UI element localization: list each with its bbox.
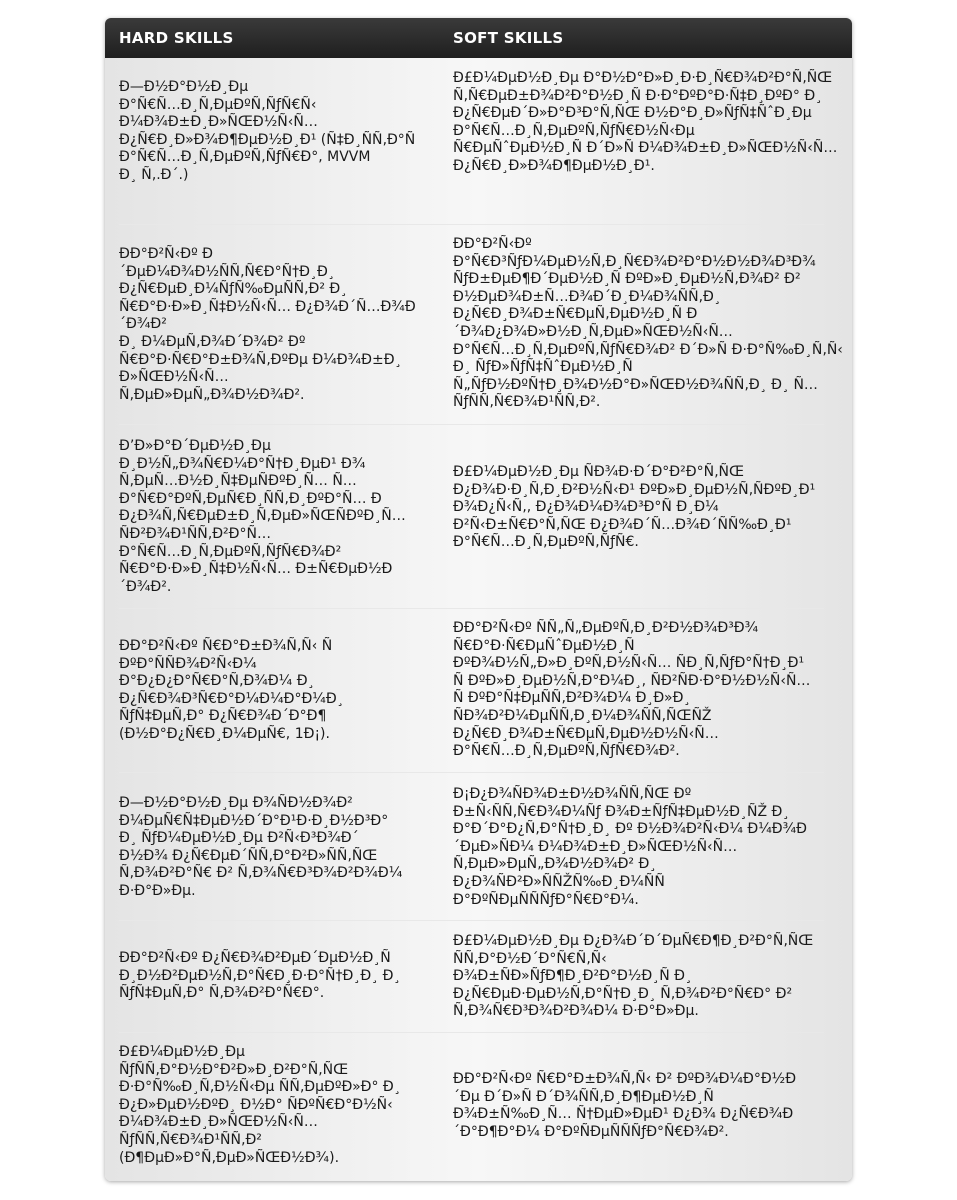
row-divider xyxy=(119,424,824,425)
soft-skill-cell: ÐÐ°Ð²Ñ‹Ðº Ð°Ñ€Ð³ÑƒÐ¼ÐµÐ½Ñ‚Ð¸Ñ€Ð¾Ð²Ð°Ð½Ð½Ð¾Ð³Ð¾ ÑƒÐ±ÐµÐ¶Ð´ÐµÐ½Ð¸Ñ ÐºÐ»Ð¸ÐµÐ½Ñ‚Ð¾Ð² Ð² Ð½ÐµÐ¾Ð±Ñ…Ð¾Ð´Ð¸Ð¼Ð¾ÑÑ‚Ð¸ Ð¿Ñ€Ð¸Ð¾Ð±Ñ€ÐµÑ‚ÐµÐ½Ð¸Ñ Ð ´Ð¾Ð¿Ð¾Ð»Ð½Ð¸Ñ‚ÐµÐ»ÑŒÐ½Ñ‹Ñ… Ð°Ñ€Ñ…Ð¸Ñ‚ÐµÐºÑ‚ÑƒÑ€Ð¾Ð² Ð´Ð»Ñ Ð·Ð°Ñ‰Ð¸Ñ‚Ñ‹ Ð¸ ÑƒÐ»ÑƒÑ‡ÑˆÐµÐ½Ð¸Ñ Ñ„ÑƒÐ½ÐºÑ†Ð¸Ð¾Ð½Ð°Ð»ÑŒÐ½Ð¾ÑÑ‚Ð¸ Ð¸ Ñ… ÑƒÑÑ‚Ñ€Ð¾Ð¹ÑÑ‚Ð². xyxy=(453,236,843,411)
table-header xyxy=(105,18,852,58)
row-divider xyxy=(119,920,824,921)
soft-skill-cell: Ð£Ð¼ÐµÐ½Ð¸Ðµ Ð°Ð½Ð°Ð»Ð¸Ð·Ð¸Ñ€Ð¾Ð²Ð°Ñ‚ÑŒ Ñ‚Ñ€ÐµÐ±Ð¾Ð²Ð°Ð½Ð¸Ñ Ð·Ð°ÐºÐ°Ð·Ñ‡Ð¸ÐºÐ° Ð¸ Ð¿Ñ€ÐµÐ´Ð»Ð°Ð³Ð°Ñ‚ÑŒ Ð½Ð°Ð¸Ð»ÑƒÑ‡ÑˆÐ¸Ðµ Ð°Ñ€Ñ…Ð¸Ñ‚ÐµÐºÑ‚ÑƒÑ€Ð½Ñ‹Ðµ Ñ€ÐµÑˆÐµÐ½Ð¸Ñ Ð´Ð»Ñ Ð¼Ð¾Ð±Ð¸Ð»ÑŒÐ½Ñ‹Ñ… Ð¿Ñ€Ð¸Ð»Ð¾Ð¶ÐµÐ½Ð¸Ð¹. xyxy=(453,70,838,174)
soft-skill-cell: ÐÐ°Ð²Ñ‹Ðº Ñ€Ð°Ð±Ð¾Ñ‚Ñ‹ Ð² ÐºÐ¾Ð¼Ð°Ð½Ð ´Ðµ Ð´Ð»Ñ Ð´Ð¾ÑÑ‚Ð¸Ð¶ÐµÐ½Ð¸Ñ Ð¾Ð±Ñ‰Ð¸Ñ… Ñ†ÐµÐ»ÐµÐ¹ Ð¿Ð¾ Ð¿Ñ€Ð¾Ð ´Ð°Ð¶Ð°Ð¼ Ð°ÐºÑÐµÑÑÑƒÐ°Ñ€Ð¾Ð². xyxy=(453,1071,797,1140)
column-header-soft-skills: SOFT SKILLS xyxy=(453,29,564,47)
soft-skill-cell: Ð¡Ð¿Ð¾ÑÐ¾Ð±Ð½Ð¾ÑÑ‚ÑŒ Ðº Ð±Ñ‹ÑÑ‚Ñ€Ð¾Ð¼Ñƒ Ð¾Ð±ÑƒÑ‡ÐµÐ½Ð¸ÑŽ Ð¸ Ð°Ð´Ð°Ð¿Ñ‚Ð°Ñ†Ð¸Ð¸ Ðº Ð½Ð¾Ð²Ñ‹Ð¼ Ð¼Ð¾Ð ´ÐµÐ»ÑÐ¼ Ð¼Ð¾Ð±Ð¸Ð»ÑŒÐ½Ñ‹Ñ… Ñ‚ÐµÐ»ÐµÑ„Ð¾Ð½Ð¾Ð² Ð¸ Ð¿Ð¾ÑÐ²Ð»ÑÑŽÑ‰Ð¸Ð¼ÑÑ Ð°ÐºÑÐµÑÑÑƒÐ°Ñ€Ð°Ð¼. xyxy=(453,786,808,908)
skills-table xyxy=(105,18,852,1181)
hard-skill-cell: ÐÐ°Ð²Ñ‹Ðº Ð¿Ñ€Ð¾Ð²ÐµÐ´ÐµÐ½Ð¸Ñ Ð¸Ð½Ð²ÐµÐ½Ñ‚Ð°Ñ€Ð¸Ð·Ð°Ñ†Ð¸Ð¸ Ð¸ ÑƒÑ‡ÐµÑ‚Ð° Ñ‚Ð¾Ð²Ð°Ñ€Ð°. xyxy=(119,950,401,1002)
soft-skill-cell: Ð£Ð¼ÐµÐ½Ð¸Ðµ ÑÐ¾Ð·Ð´Ð°Ð²Ð°Ñ‚ÑŒ Ð¿Ð¾Ð·Ð¸Ñ‚Ð¸Ð²Ð½Ñ‹Ð¹ ÐºÐ»Ð¸ÐµÐ½Ñ‚ÑÐºÐ¸Ð¹ Ð¾Ð¿Ñ‹Ñ‚, Ð¿Ð¾Ð¼Ð¾Ð³Ð°Ñ Ð¸Ð¼ Ð²Ñ‹Ð±Ñ€Ð°Ñ‚ÑŒ Ð¿Ð¾Ð´Ñ…Ð¾Ð´ÑÑ‰Ð¸Ð¹ Ð°Ñ€Ñ…Ð¸Ñ‚ÐµÐºÑ‚ÑƒÑ€. xyxy=(453,464,816,551)
hard-skill-cell: Ð£Ð¼ÐµÐ½Ð¸Ðµ ÑƒÑÑ‚Ð°Ð½Ð°Ð²Ð»Ð¸Ð²Ð°Ñ‚ÑŒ Ð·Ð°Ñ‰Ð¸Ñ‚Ð½Ñ‹Ðµ ÑÑ‚ÐµÐºÐ»Ð° Ð¸ Ð¿Ð»ÐµÐ½ÐºÐ¸ Ð½Ð° ÑÐºÑ€Ð°Ð½Ñ‹ Ð¼Ð¾Ð±Ð¸Ð»ÑŒÐ½Ñ‹Ñ… ÑƒÑÑ‚Ñ€Ð¾Ð¹ÑÑ‚Ð² (Ð¶ÐµÐ»Ð°Ñ‚ÐµÐ»ÑŒÐ½Ð¾). xyxy=(119,1044,401,1166)
row-divider xyxy=(119,224,824,225)
soft-skill-cell: ÐÐ°Ð²Ñ‹Ðº ÑÑ„Ñ„ÐµÐºÑ‚Ð¸Ð²Ð½Ð¾Ð³Ð¾ Ñ€Ð°Ð·Ñ€ÐµÑˆÐµÐ½Ð¸Ñ ÐºÐ¾Ð½Ñ„Ð»Ð¸ÐºÑ‚Ð½Ñ‹Ñ… ÑÐ¸Ñ‚ÑƒÐ°Ñ†Ð¸Ð¹ Ñ ÐºÐ»Ð¸ÐµÐ½Ñ‚Ð°Ð¼Ð¸, ÑÐ²ÑÐ·Ð°Ð½Ð½Ñ‹Ñ… Ñ ÐºÐ°Ñ‡ÐµÑÑ‚Ð²Ð¾Ð¼ Ð¸Ð»Ð¸ ÑÐ¾Ð²Ð¼ÐµÑÑ‚Ð¸Ð¼Ð¾ÑÑ‚ÑŒÑŽ Ð¿Ñ€Ð¸Ð¾Ð±Ñ€ÐµÑ‚ÐµÐ½Ð½Ñ‹Ñ… Ð°Ñ€Ñ…Ð¸Ñ‚ÐµÐºÑ‚ÑƒÑ€Ð¾Ð². xyxy=(453,620,811,760)
row-divider xyxy=(119,608,824,609)
hard-skill-cell: ÐÐ°Ð²Ñ‹Ðº Ð ´ÐµÐ¼Ð¾Ð½ÑÑ‚Ñ€Ð°Ñ†Ð¸Ð¸ Ð¿Ñ€ÐµÐ¸Ð¼ÑƒÑ‰ÐµÑÑ‚Ð² Ð¸ Ñ€Ð°Ð·Ð»Ð¸Ñ‡Ð½Ñ‹Ñ… Ð¿Ð¾Ð´Ñ…Ð¾Ð´Ð¾Ð² Ð¸ Ð¼ÐµÑ‚Ð¾Ð´Ð¾Ð² Ðº Ñ€Ð°Ð·Ñ€Ð°Ð±Ð¾Ñ‚ÐºÐµ Ð¼Ð¾Ð±Ð¸Ð»ÑŒÐ½Ñ‹Ñ… Ñ‚ÐµÐ»ÐµÑ„Ð¾Ð½Ð¾Ð². xyxy=(119,246,416,403)
hard-skill-cell: Ð’Ð»Ð°Ð´ÐµÐ½Ð¸Ðµ Ð¸Ð½Ñ„Ð¾Ñ€Ð¼Ð°Ñ†Ð¸ÐµÐ¹ Ð¾ Ñ‚ÐµÑ…Ð½Ð¸Ñ‡ÐµÑÐºÐ¸Ñ… Ñ… Ð°Ñ€Ð°ÐºÑ‚ÐµÑ€Ð¸ÑÑ‚Ð¸ÐºÐ°Ñ… Ð Ð¿Ð¾Ñ‚Ñ€ÐµÐ±Ð¸Ñ‚ÐµÐ»ÑŒÑÐºÐ¸Ñ… ÑÐ²Ð¾Ð¹ÑÑ‚Ð²Ð°Ñ… Ð°Ñ€Ñ…Ð¸Ñ‚ÐµÐºÑ‚ÑƒÑ€Ð¾Ð² Ñ€Ð°Ð·Ð»Ð¸Ñ‡Ð½Ñ‹Ñ… Ð±Ñ€ÐµÐ½Ð ´Ð¾Ð². xyxy=(119,438,406,595)
row-divider xyxy=(119,772,824,773)
hard-skill-cell: Ð—Ð½Ð°Ð½Ð¸Ðµ Ð¾ÑÐ½Ð¾Ð² Ð¼ÐµÑ€Ñ‡ÐµÐ½Ð´Ð°Ð¹Ð·Ð¸Ð½Ð³Ð° Ð¸ ÑƒÐ¼ÐµÐ½Ð¸Ðµ Ð²Ñ‹Ð³Ð¾Ð´ Ð½Ð¾ Ð¿Ñ€ÐµÐ´ÑÑ‚Ð°Ð²Ð»ÑÑ‚ÑŒ Ñ‚Ð¾Ð²Ð°Ñ€ Ð² Ñ‚Ð¾Ñ€Ð³Ð¾Ð²Ð¾Ð¼ Ð·Ð°Ð»Ðµ. xyxy=(119,795,403,899)
hard-skill-cell: ÐÐ°Ð²Ñ‹Ðº Ñ€Ð°Ð±Ð¾Ñ‚Ñ‹ Ñ ÐºÐ°ÑÑÐ¾Ð²Ñ‹Ð¼ Ð°Ð¿Ð¿Ð°Ñ€Ð°Ñ‚Ð¾Ð¼ Ð¸ Ð¿Ñ€Ð¾Ð³Ñ€Ð°Ð¼Ð¼Ð°Ð¼Ð¸ ÑƒÑ‡ÐµÑ‚Ð° Ð¿Ñ€Ð¾Ð´Ð°Ð¶ (Ð½Ð°Ð¿Ñ€Ð¸Ð¼ÐµÑ€, 1Ð¡). xyxy=(119,638,344,742)
hard-skill-cell: Ð—Ð½Ð°Ð½Ð¸Ðµ Ð°Ñ€Ñ…Ð¸Ñ‚ÐµÐºÑ‚ÑƒÑ€Ñ‹ Ð¼Ð¾Ð±Ð¸Ð»ÑŒÐ½Ñ‹Ñ… Ð¿Ñ€Ð¸Ð»Ð¾Ð¶ÐµÐ½Ð¸Ð¹ (Ñ‡Ð¸ÑÑ‚Ð°Ñ Ð°Ñ€Ñ…Ð¸Ñ‚ÐµÐºÑ‚ÑƒÑ€Ð°, MVVM Ð¸ Ñ‚.Ð´.) xyxy=(119,79,416,183)
column-header-hard-skills: HARD SKILLS xyxy=(119,29,234,47)
soft-skill-cell: Ð£Ð¼ÐµÐ½Ð¸Ðµ Ð¿Ð¾Ð´Ð´ÐµÑ€Ð¶Ð¸Ð²Ð°Ñ‚ÑŒ ÑÑ‚Ð°Ð½Ð´Ð°Ñ€Ñ‚Ñ‹ Ð¾Ð±ÑÐ»ÑƒÐ¶Ð¸Ð²Ð°Ð½Ð¸Ñ Ð¸ Ð¿Ñ€ÐµÐ·ÐµÐ½Ñ‚Ð°Ñ†Ð¸Ð¸ Ñ‚Ð¾Ð²Ð°Ñ€Ð° Ð² Ñ‚Ð¾Ñ€Ð³Ð¾Ð²Ð¾Ð¼ Ð·Ð°Ð»Ðµ. xyxy=(453,933,814,1020)
row-divider xyxy=(119,1032,824,1033)
